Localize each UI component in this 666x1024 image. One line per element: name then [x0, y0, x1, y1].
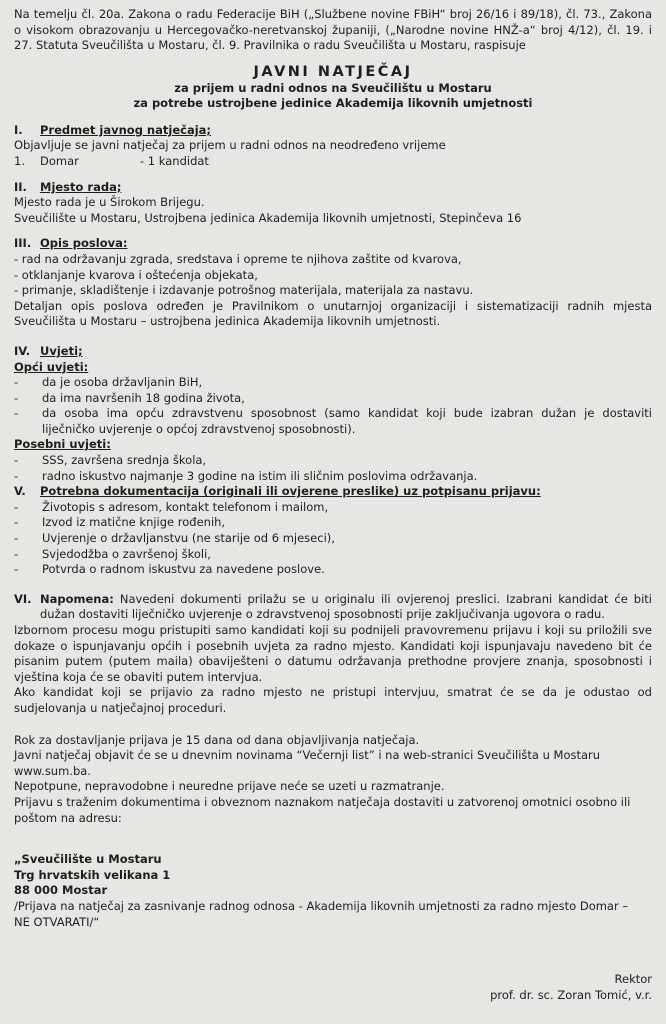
- document-item: - Svjedodžba o završenoj školi,: [14, 546, 211, 561]
- note-text-1: Napomena: Navedeni dokumenti prilažu se u originalu ili ovjerenoj preslici. Izabrani kandidat će biti dužan dostaviti liječničko uvjerenje o zdravstvenoj sposobnosti prije zaključivanja ugovora o radu.: [40, 591, 652, 622]
- job-description-note: Detaljan opis poslova određen je Pravilnikom o unutarnjoj organizaciji i sistematizaciji radnih mjesta Sveučilišta u Mostaru – ustrojbena jedinica Akademija likovnih umjetnosti.: [14, 298, 652, 329]
- section-title: Opis poslova:: [40, 236, 128, 251]
- workplace-line-2: Sveučilište u Mostaru, Ustrojbena jedinica Akademija likovnih umjetnosti, Stepinčeva 16: [14, 210, 522, 225]
- section-subject-heading: [14, 123, 652, 139]
- section-job-description: [14, 236, 652, 330]
- section-number: I.: [14, 122, 23, 137]
- announcement-subtitle-1: za prijem u radni odnos na Sveučilištu u Mostaru: [174, 80, 492, 95]
- section-note: [14, 592, 652, 623]
- section-number: VI.: [14, 591, 32, 606]
- section-number: II.: [14, 179, 27, 194]
- section-conditions: [14, 344, 652, 484]
- envelope-note-end: NE OTVARATI/“: [14, 914, 100, 929]
- address-line: 88 000 Mostar: [14, 883, 108, 898]
- section-documentation-heading: [14, 484, 652, 500]
- mailing-address: [14, 852, 652, 899]
- special-conditions-title: Posebni uvjeti:: [14, 437, 111, 452]
- section-number: IV.: [14, 343, 31, 358]
- address-line: „Sveučilište u Mostaru: [14, 852, 162, 867]
- document-item: - Uvjerenje o državljanstvu (ne starije od 6 mjeseci),: [14, 531, 335, 546]
- signatory-name: prof. dr. sc. Zoran Tomić, v.r.: [490, 987, 652, 1002]
- document-item: - Potvrda o radnom iskustvu za navedene poslove.: [14, 562, 325, 577]
- duty-item: - rad na održavanju zgrada, sredstava i opreme te njihova zaštite od kvarova,: [14, 251, 462, 266]
- note-title: Napomena:: [40, 591, 114, 606]
- position-number: 1.: [14, 153, 25, 168]
- condition-item: - radno iskustvo najmanje 3 godine na istim ili sličnim poslovima održavanja.: [14, 468, 478, 483]
- section-title: Uvjeti;: [40, 343, 83, 358]
- position-count: - 1 kandidat: [140, 153, 209, 168]
- note-text-2: Izbornom procesu mogu pristupiti samo kandidati koji su podnijeli pravovremenu prijavu i koji su priložili sve dokaze o ispunjavanju općih i posebnih uvjeta za radno mjesto. Kandidati koji ispunjavaju navedeno bit će pisanim putem (putem maila) obaviješteni o datumu održavanja prethodne provjere znanja, sposobnosti i vještina koja će se obaviti putem intervjua.: [14, 623, 652, 684]
- incomplete-applications-text: Nepotpune, nepravodobne i neuredne prijave neće se uzeti u razmatranje.: [14, 779, 445, 794]
- condition-item: - SSS, završena srednja škola,: [14, 453, 207, 468]
- intro-paragraph: Na temelju čl. 20a. Zakona o radu Federacije BiH („Službene novine FBiH“ broj 26/16 i 89/18), čl. 73., Zakona o visokom obrazovanju u Hercegovačko-neretvanskoj županiji, („Narodne novine HNŽ-a“ broj 4/12), čl. 19. i 27. Statuta Sveučilišta u Mostaru, čl. 9. Pravilnika o radu Sveučilišta u Mostaru, raspisuje: [14, 7, 652, 53]
- section-title: Potrebna dokumentacija (originali ili ovjerene preslike) uz potpisanu prijavu:: [40, 484, 541, 499]
- envelope-note: /Prijava na natječaj za zasnivanje radnog odnosa - Akademija likovnih umjetnosti za radno mjesto Domar –: [14, 898, 629, 913]
- condition-item: - da ima navršenih 18 godina života,: [14, 390, 245, 405]
- general-conditions-title: Opći uvjeti:: [14, 359, 89, 374]
- section-title: Mjesto rada;: [40, 179, 122, 194]
- position-name: Domar: [40, 153, 79, 168]
- condition-item: - da je osoba državljanin BiH,: [14, 375, 203, 390]
- section-subject: [14, 123, 652, 170]
- section-workplace-heading: [14, 180, 652, 196]
- announcement-title: JAVNI NATJEČAJ: [253, 63, 413, 80]
- condition-item: - da osoba ima opću zdravstvenu sposobnost (samo kandidat koji bude izabran dužan je dostaviti liječničko uvjerenje o općoj zdravstvenoj sposobnosti).: [14, 406, 652, 436]
- section-documentation: [14, 484, 652, 578]
- document-item: - Izvod iz matične knjige rođenih,: [14, 515, 226, 530]
- section-workplace: [14, 180, 652, 227]
- document-item: - Životopis s adresom, kontakt telefonom i mailom,: [14, 499, 329, 514]
- section-conditions-heading: [14, 344, 652, 360]
- address-line: Trg hrvatskih velikana 1: [14, 867, 171, 882]
- signature-block: [490, 972, 652, 1003]
- duty-item: - primanje, skladištenje i izdavanje potrošnog materijala, materijala za nastavu.: [14, 283, 474, 298]
- note-text-3: Ako kandidat koji se prijavio za radno mjesto ne pristupi intervjuu, smatrat će se da je odustao od sudjelovanja u natječajnoj proceduri.: [14, 685, 652, 715]
- section-number: V.: [14, 484, 26, 499]
- publication-text: Javni natječaj objavit će se u dnevnim novinama “Večernji list” i na web-stranici Sveučilišta u Mostaru www.sum.ba.: [14, 748, 601, 778]
- section-subject-line: Objavljuje se javni natječaj za prijem u radni odnos na neodređeno vrijeme: [14, 138, 446, 153]
- announcement-subtitle-2: za potrebe ustrojbene jedinice Akademija likovnih umjetnosti: [133, 95, 533, 110]
- section-title: Predmet javnog natječaja;: [40, 122, 212, 137]
- position-row: [14, 154, 652, 170]
- deadline-text: Rok za dostavljanje prijava je 15 dana od dana objavljivanja natječaja.: [14, 732, 420, 747]
- signatory-role: Rektor: [614, 972, 652, 986]
- submission-text: Prijavu s traženim dokumentima i obveznom naznakom natječaja dostaviti u zatvorenoj omotnici osobno ili poštom na adresu:: [14, 794, 631, 825]
- duty-item: - otklanjanje kvarova i oštećenja objekata,: [14, 267, 258, 282]
- section-number: III.: [14, 236, 32, 251]
- section-job-description-heading: [14, 236, 652, 252]
- workplace-line-1: Mjesto rada je u Širokom Brijegu.: [14, 195, 205, 210]
